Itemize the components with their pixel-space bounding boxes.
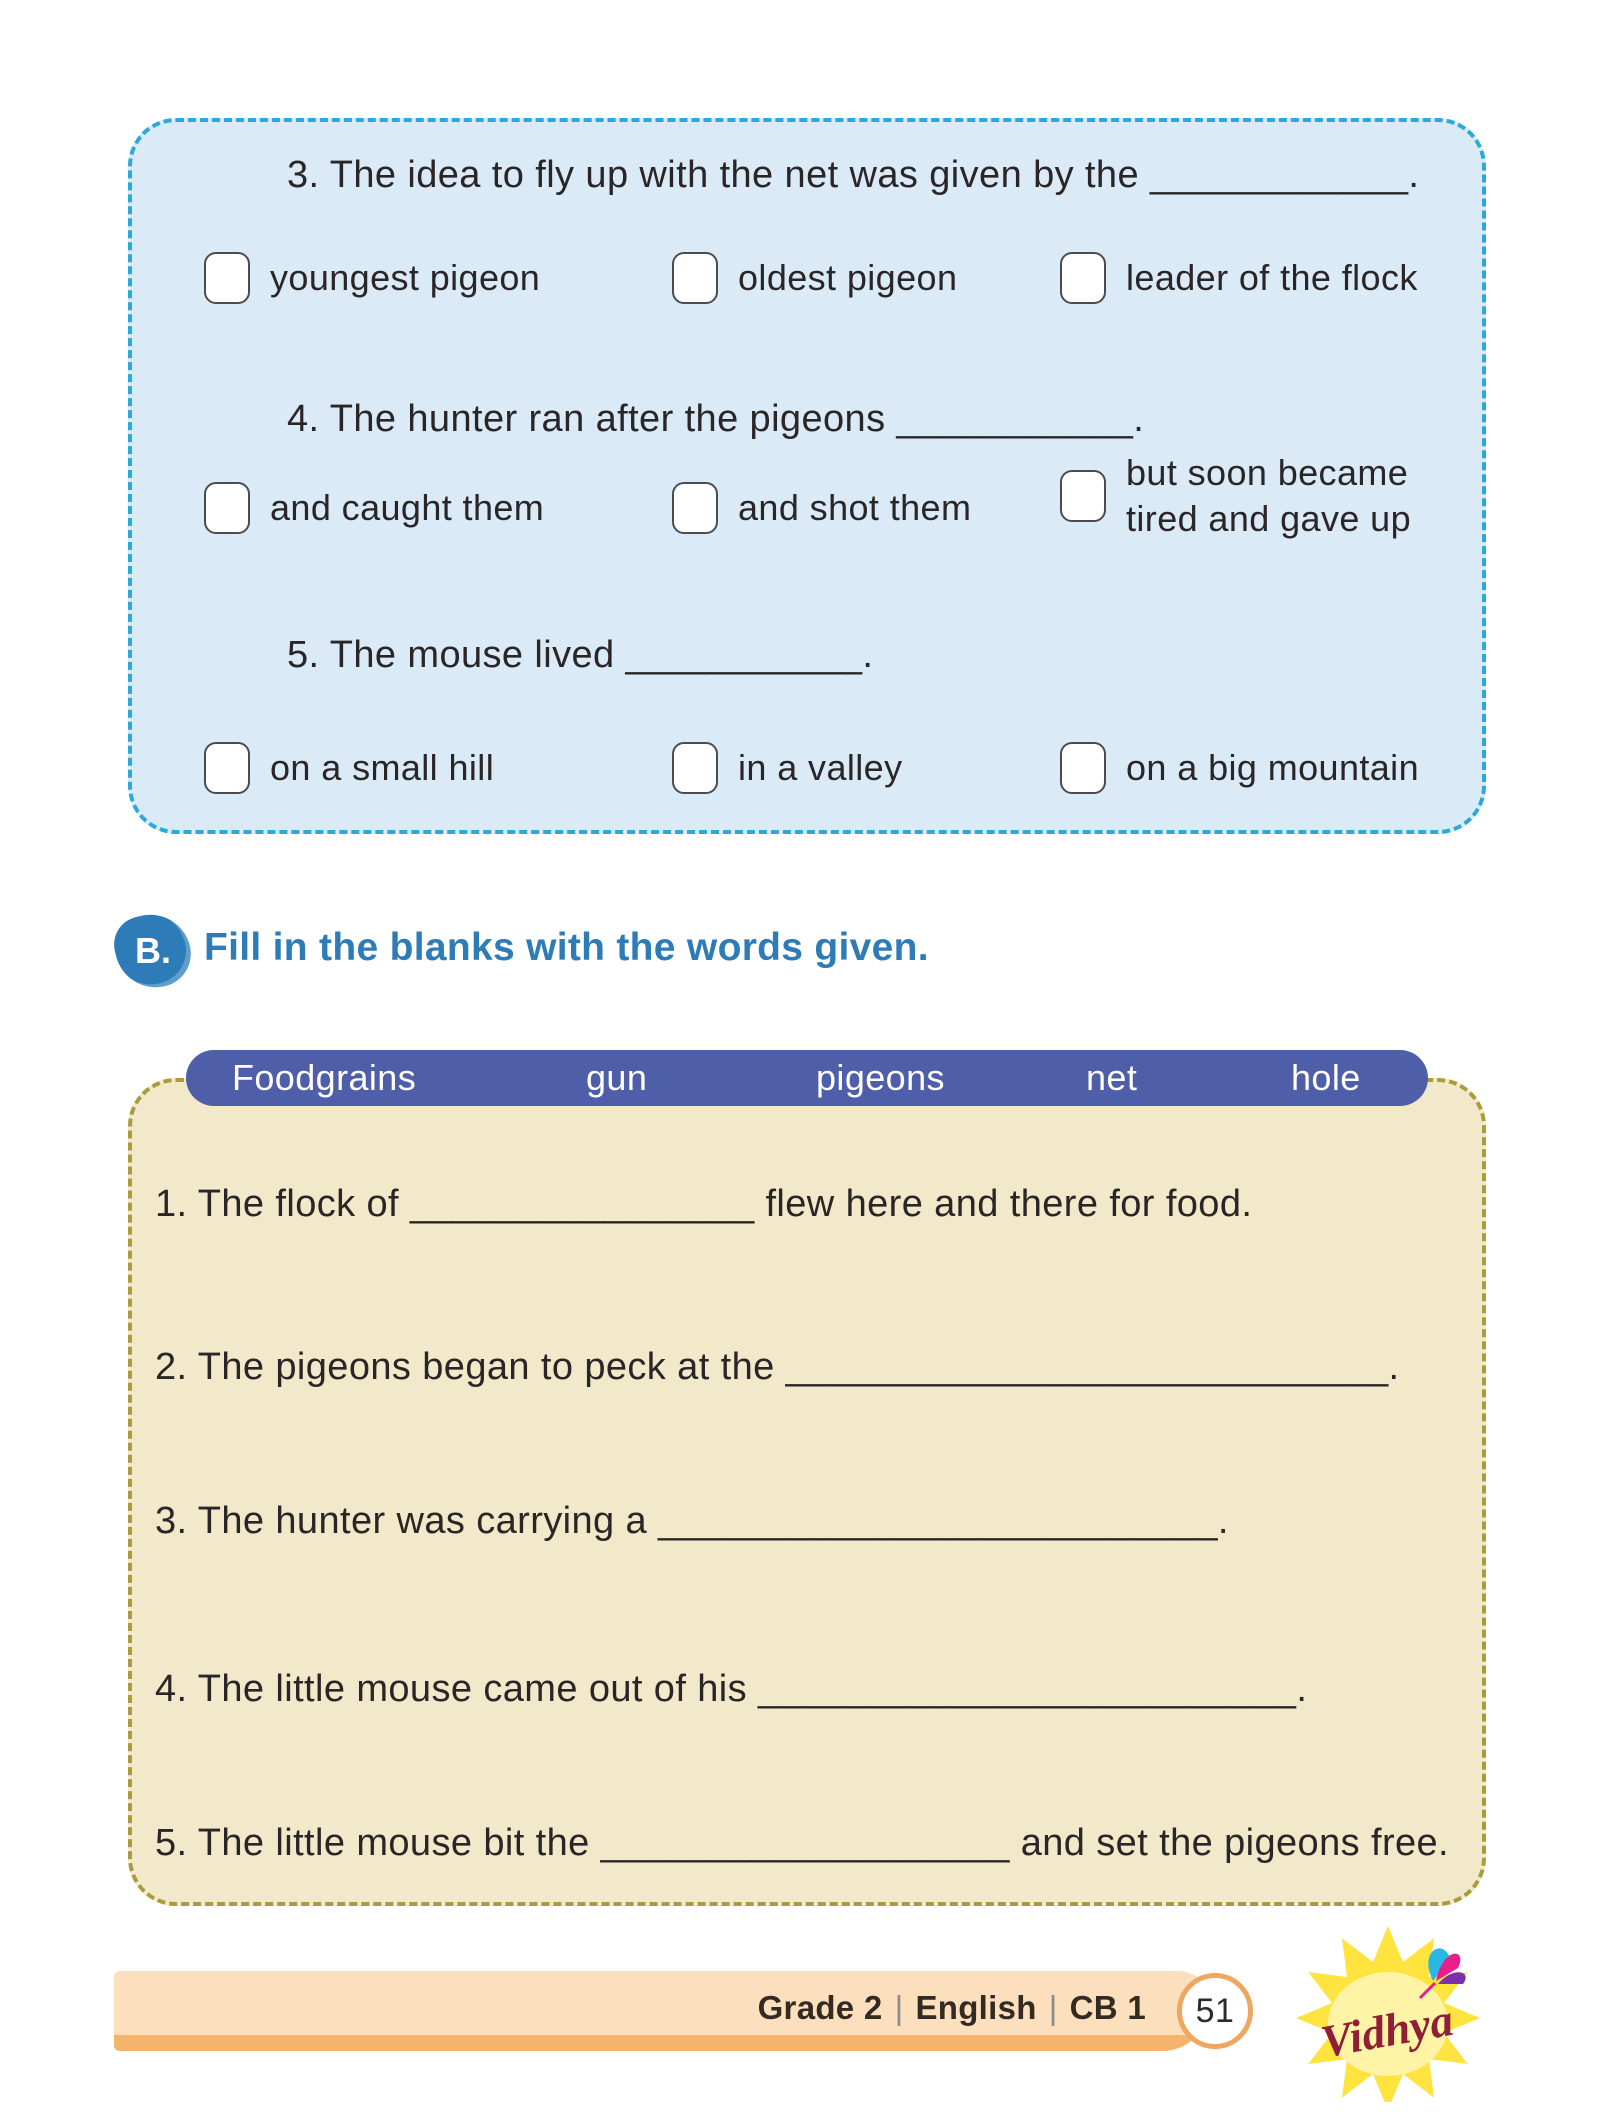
- option-label: and caught them: [270, 487, 545, 528]
- word-bank-item: Foodgrains: [232, 1057, 417, 1098]
- fill-question-2: 2. The pigeons began to peck at the ____________________________.: [155, 1346, 1400, 1388]
- word-bank-item: net: [1086, 1057, 1138, 1098]
- mcq-option: [672, 252, 957, 304]
- fill-question-3: 3. The hunter was carrying a __________________________.: [155, 1500, 1229, 1542]
- footer-subject: English: [915, 1989, 1037, 2026]
- mcq-question-5: 5. The mouse lived ___________.: [287, 634, 874, 676]
- mcq-option: [1060, 252, 1418, 304]
- footer-strip: [114, 2035, 1210, 2051]
- mcq-option: [204, 742, 494, 794]
- page-number-badge: [1177, 1973, 1253, 2049]
- mcq-option: [1060, 450, 1426, 542]
- fill-question-4: 4. The little mouse came out of his _________________________.: [155, 1668, 1308, 1710]
- option-label: oldest pigeon: [738, 257, 958, 298]
- option-label: leader of the flock: [1126, 257, 1418, 298]
- word-bank-item: gun: [586, 1057, 648, 1098]
- fill-question-5: 5. The little mouse bit the ___________________ and set the pigeons free.: [155, 1822, 1450, 1864]
- footer-breadcrumb: [500, 1988, 1146, 2028]
- option-label: on a big mountain: [1126, 747, 1420, 788]
- footer-grade: Grade 2: [757, 1989, 883, 2026]
- fill-question-1: 1. The flock of ________________ flew here and there for food.: [155, 1183, 1253, 1225]
- logo-text: Vidhya: [1317, 1993, 1457, 2068]
- word-bank-item: hole: [1291, 1057, 1361, 1098]
- option-label: and shot them: [738, 487, 972, 528]
- checkbox[interactable]: [204, 482, 250, 534]
- footer-separator: |: [894, 1989, 904, 2026]
- mcq-panel: [128, 118, 1486, 834]
- word-bank-bar: [186, 1050, 1428, 1106]
- mcq-option: [672, 742, 902, 794]
- sunburst-icon: [1258, 1926, 1518, 2102]
- mcq-option: [204, 252, 540, 304]
- vidhya-logo: [1258, 1926, 1518, 2102]
- checkbox[interactable]: [1060, 742, 1106, 794]
- word-bank-item: pigeons: [816, 1057, 945, 1098]
- section-b-marker: B.: [135, 930, 171, 971]
- checkbox[interactable]: [1060, 470, 1106, 522]
- checkbox[interactable]: [672, 252, 718, 304]
- option-label: on a small hill: [270, 747, 495, 788]
- footer-book: CB 1: [1069, 1989, 1146, 2026]
- option-label: but soon became tired and gave up: [1126, 452, 1412, 539]
- mcq-option: [1060, 742, 1419, 794]
- section-b-badge-icon: [108, 906, 198, 996]
- checkbox[interactable]: [672, 482, 718, 534]
- section-b-title: Fill in the blanks with the words given.: [204, 926, 929, 969]
- checkbox[interactable]: [204, 742, 250, 794]
- checkbox[interactable]: [204, 252, 250, 304]
- page-number: 51: [1195, 1991, 1235, 2030]
- checkbox[interactable]: [1060, 252, 1106, 304]
- mcq-option: [204, 482, 544, 534]
- checkbox[interactable]: [672, 742, 718, 794]
- mcq-question-4: 4. The hunter ran after the pigeons ___________.: [287, 398, 1145, 440]
- mcq-option: [672, 482, 971, 534]
- footer-separator: |: [1048, 1989, 1058, 2026]
- option-label: in a valley: [738, 747, 903, 788]
- mcq-question-3: 3. The idea to fly up with the net was given by the ____________.: [287, 154, 1420, 196]
- option-label: youngest pigeon: [270, 257, 541, 298]
